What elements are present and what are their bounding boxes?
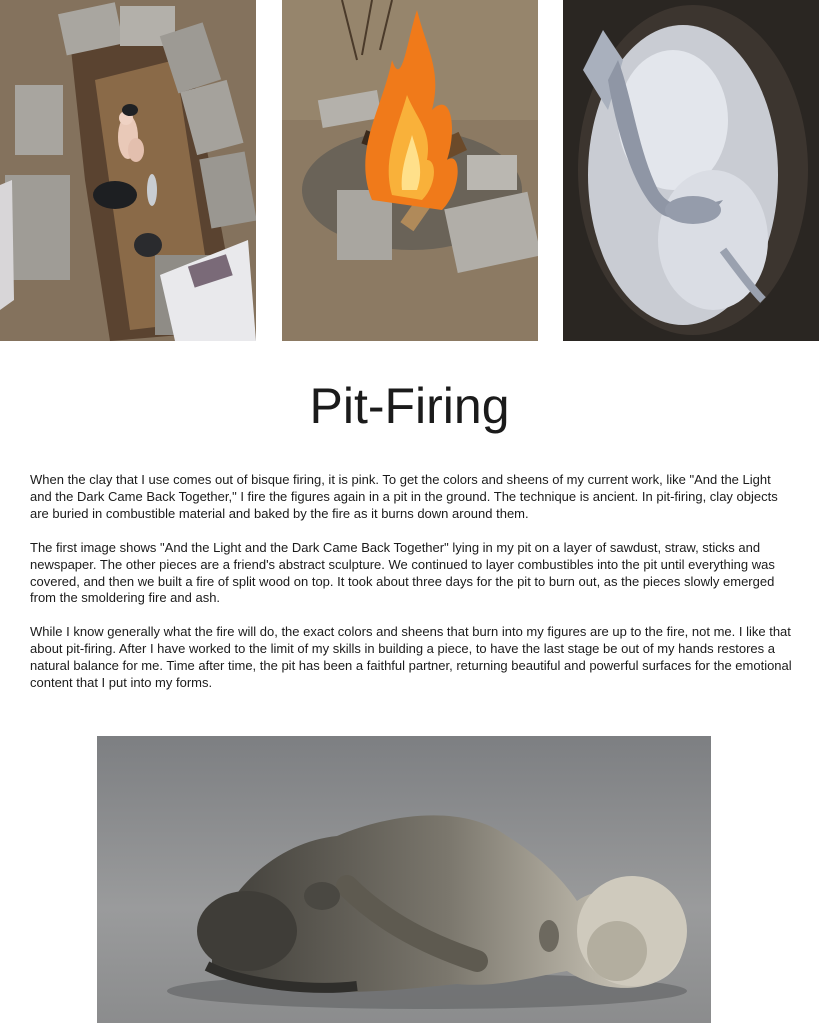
paragraph-3: While I know generally what the fire will do, the exact colors and sheens that burn into my figures are up to the fire, not me. I like that about pit-firing. After I have worked to the limit of my skills in building a piece, to have the last stage be out of my hands restores a natural balance for me. Time after time, the pit has been a faithful partner, returning beautiful and powerful surfaces for the emotional content that I put into my forms.: [30, 624, 792, 691]
pit-ash-photo: [563, 0, 819, 341]
finished-sculpture-photo: [97, 736, 711, 1023]
paragraph-1: When the clay that I use comes out of bisque firing, it is pink. To get the colors and sheens of my current work, like "And the Light and the Dark Came Back Together," I fire the figures again in a pit in the ground. The technique is ancient. In pit-firing, clay objects are buried in combustible material and baked by the fire as it burns down around them.: [30, 472, 778, 521]
pit-prep-photo: [0, 0, 256, 341]
body-text: [30, 472, 792, 709]
paragraph-2: The first image shows "And the Light and the Dark Came Back Together" lying in my pit on a layer of sawdust, straw, sticks and newspaper. The other pieces are a friend's abstract sculpture. We continued to layer combustibles into the pit until everything was covered, and then we built a fire of split wood on top. It took about three days for the pit to burn out, as the pieces slowly emerged from the smoldering fire and ash.: [30, 539, 775, 606]
page-title: Pit-Firing: [309, 378, 510, 434]
pit-fire-photo: [282, 0, 538, 341]
